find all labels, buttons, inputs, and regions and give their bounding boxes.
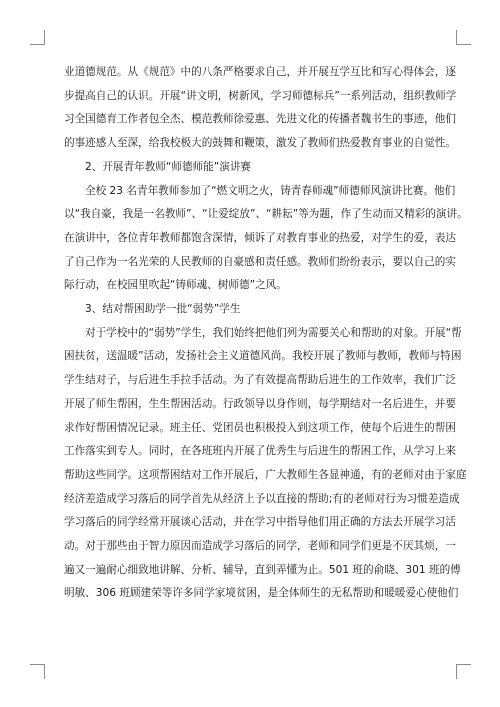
body-text: [64, 61, 468, 606]
text-line: 际行动，在校园里吹起“铸师魂、树师德”之风。: [64, 279, 287, 292]
crop-mark-top-left: [30, 30, 45, 45]
crop-mark-bottom-left: [30, 664, 45, 679]
text-line: 对于学校中的“弱势”学生，我们始终把他们列为需要关心和帮助的对象。开展“帮: [85, 326, 462, 339]
paragraph-2: [64, 180, 468, 299]
text-line: 求作好帮困情况记录。班主任、党团员也积极投入到这项工作，使每个后进生的帮困: [64, 421, 456, 434]
text-line: 经济差造成学习落后的同学首先从经济上予以直接的帮助;有的老师对行为习惯差造成: [64, 492, 460, 505]
text-line: 的事迹感人至深，给我校极大的鼓舞和鞭策，激发了教师们热爱教育事业的自觉性。: [64, 137, 456, 150]
section-heading-3: [64, 298, 436, 322]
text-line: 步提高自己的认识。开展“讲文明，树新风，学习师德标兵”一系列活动，组织教师学: [64, 89, 457, 102]
heading-text: 2、开展青年教师“师德师能”演讲赛: [85, 160, 252, 173]
text-line: 明敏、306 班顾建荣等许多同学家境贫困，是全体师生的无私帮助和暖暖爱心使他们: [64, 587, 459, 600]
heading-text: 3、结对帮困助学一批“弱势”学生: [85, 303, 241, 316]
text-line: 全校 23 名青年教师参加了“燃文明之火，铸青春师魂”师德师风演讲比赛。他们: [85, 184, 456, 197]
paragraph-1: [64, 61, 457, 156]
text-line: 学习落后的同学经常开展谈心活动，并在学习中指导他们用正确的方法去开展学习活: [64, 516, 456, 529]
section-heading-2: [64, 156, 436, 180]
text-line: 业道德规范。从《规范》中的八条严格要求自己，并开展互学互比和写心得体会，逐: [64, 66, 456, 78]
paragraph-3: [64, 322, 467, 606]
text-line: 习全国德育工作者包全杰、模范教师徐爱惠、先进文化的传播者魏书生的事迹，他们: [64, 113, 456, 126]
text-line: 遍又一遍耐心细致地讲解、分析、辅导，直到弄懂为止。501 班的俞晓、301 班的傅: [64, 563, 461, 576]
text-line: 工作落实到专人。同时，在各班班内开展了优秀生与后进生的帮困工作，从学习上来: [64, 445, 456, 458]
text-line: 了自己作为一名光荣的人民教师的自豪感和责任感。教师们纷纷表示，要以自己的实: [64, 255, 456, 268]
text-line: 在演讲中，各位青年教师都饱含深情，倾诉了对教育事业的热爱，对学生的爱，表达: [64, 231, 456, 244]
text-line: 困扶贫，送温暖”活动，发扬社会主义道德风尚。我校开展了教师与教师，教师与特困: [64, 350, 462, 363]
text-line: 以“我自豪，我是一名教师”、“让爱绽放”、“耕耘”等为题，作了生动而又精彩的演讲。: [64, 208, 468, 221]
text-line: 帮助这些同学。这项帮困结对工作开展后，广大教师生各显神通，有的老师对由于家庭: [64, 468, 467, 481]
text-line: 学生结对子，与后进生手拉手活动。为了有效提高帮助后进生的工作效率，我们广泛: [64, 374, 456, 387]
crop-mark-top-right: [456, 30, 471, 45]
text-line: 动。对于那些由于智力原因而造成学习落后的同学，老师和同学们更是不厌其烦，一: [64, 540, 456, 553]
crop-mark-bottom-right: [456, 664, 471, 679]
text-line: 开展了师生帮困，生生帮困活动。行政领导以身作则，每学期结对一名后进生，并要: [64, 397, 456, 410]
